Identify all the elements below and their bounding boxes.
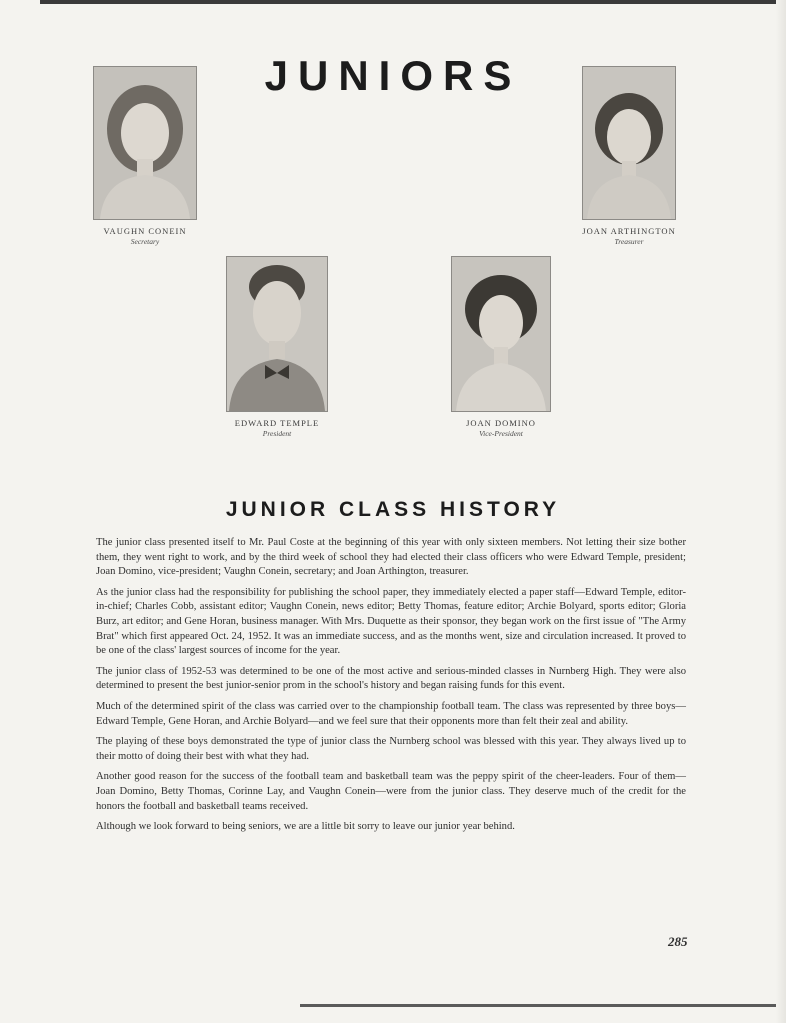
page-title: JUNIORS (264, 52, 522, 99)
role-president: President (262, 429, 292, 438)
top-rule (40, 0, 786, 4)
history-paragraph: Much of the determined spirit of the class was carried over to the championship football team. The class was represented by three boys—Edward Temple, Gene Horan, and Archie Bolyard—and we feel sure that their opponents more than felt their zeal and ability. (96, 700, 686, 727)
page-number: 285 (668, 934, 688, 949)
history-paragraph: Another good reason for the success of the football team and basketball team was the peppy spirit of the cheer-leaders. Four of them—Joan Domino, Betty Thomas, Corinne Lay, and Vaughn Conein—were from the junior class. They deserve much of the credit for the honors the football and basketball teams received. (96, 771, 686, 812)
history-paragraph: The junior class of 1952-53 was determined to be one of the most active and serious-minded classes in Nurnberg High. They were also determined to present the best junior-senior prom in the school's history and began raising funds for this event. (96, 665, 686, 692)
name-treasurer: JOAN ARTHINGTON (582, 226, 676, 236)
name-vice-president: JOAN DOMINO (466, 418, 536, 428)
role-vice-president: Vice-President (479, 429, 523, 438)
photo-secretary (93, 66, 197, 220)
class-history-heading: JUNIOR CLASS HISTORY (225, 498, 561, 521)
history-paragraph: Although we look forward to being seniors, we are a little bit sorry to leave our junior year behind. (96, 821, 515, 833)
portrait-treasurer (574, 66, 684, 246)
role-treasurer: Treasurer (614, 237, 644, 246)
history-paragraph: The junior class presented itself to Mr. Paul Coste at the beginning of this year with only sixteen members. Not letting their size bother them, they went right to work, and by the third week of school they had elected their class officers who were Edward Temple, president; Joan Domino, vice-president; Vaughn Conein, secretary; and Joan Arthington, treasurer. (96, 537, 686, 578)
bottom-rule (300, 1004, 786, 1007)
portrait-secretary (90, 66, 200, 246)
portrait-president (218, 256, 336, 438)
photo-president (226, 256, 328, 412)
history-paragraph: The playing of these boys demonstrated the type of junior class the Nurnberg school was blessed with this year. They always lived up to their motto of doing their best with what they had. (96, 736, 686, 762)
class-history-body (96, 536, 686, 841)
history-paragraph: As the junior class had the responsibility for publishing the school paper, they immediately elected a paper staff—Edward Temple, editor-in-chief; Charles Cobb, assistant editor; Vaughn Conein, news editor; Betty Thomas, feature editor; Archie Bolyard, sports editor; Gloria Burz, art editor; and Gene Horan, business manager. With Mrs. Duquette as their sponsor, they began work on the first issue of "The Army Brat" which first appeared Oct. 24, 1952. It was an immediate success, and as the months went, size and circulation increased. It proved to be one of the class' largest sources of income for the year. (96, 586, 686, 657)
role-secretary: Secretary (130, 237, 160, 246)
name-secretary: VAUGHN CONEIN (103, 226, 187, 236)
name-president: EDWARD TEMPLE (234, 418, 320, 428)
photo-treasurer (582, 66, 676, 220)
page-edge-shadow (776, 0, 786, 1023)
portrait-vice-president (446, 256, 556, 438)
photo-vice-president (451, 256, 551, 412)
